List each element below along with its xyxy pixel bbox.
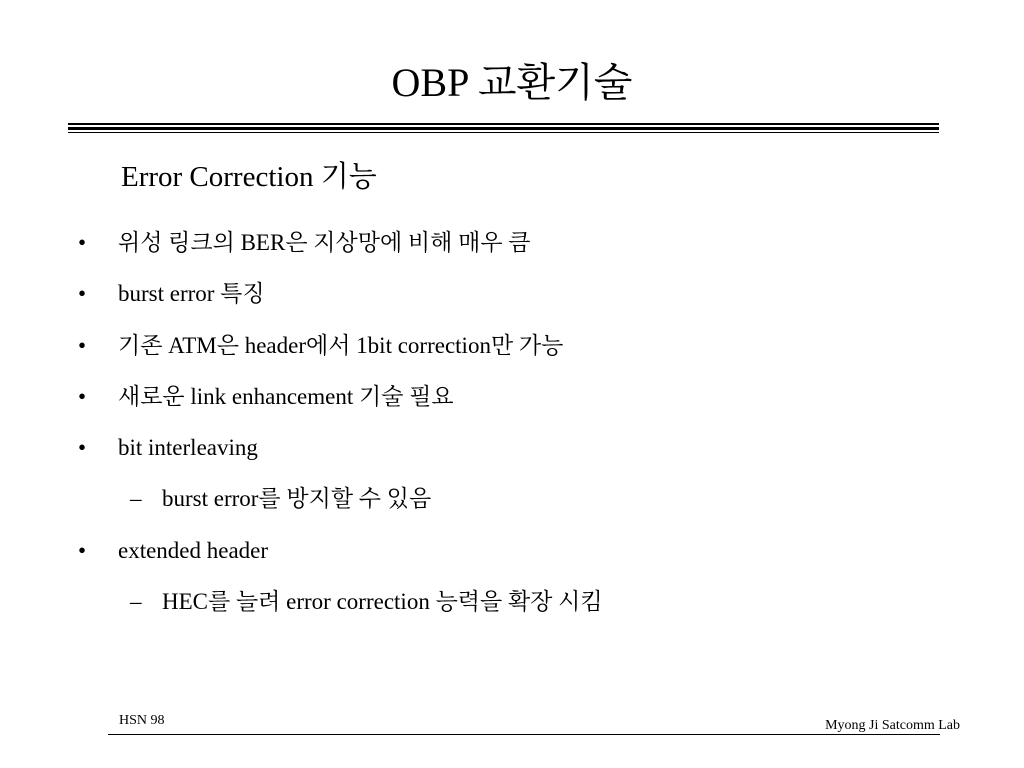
dash-marker: – [130, 486, 142, 511]
slide-title: OBP 교환기술 [391, 60, 633, 105]
bullet-marker: • [78, 435, 87, 460]
bullet-marker: • [78, 333, 87, 358]
bullet-text: extended header [118, 538, 269, 563]
footer-right-label: Myong Ji Satcomm Lab [825, 718, 960, 733]
footer-left-label: HSN 98 [119, 713, 165, 728]
title-divider-line [68, 123, 939, 125]
bullet-text: 위성 링크의 BER은 지상망에 비해 매우 큼 [118, 230, 531, 255]
bullet-marker: • [78, 538, 87, 563]
dash-marker: – [130, 589, 142, 614]
bullet-marker: • [78, 281, 87, 306]
bullet-text: 새로운 link enhancement 기술 필요 [118, 384, 454, 409]
bullet-text: burst error 특징 [118, 281, 265, 306]
sub-bullet-text: burst error를 방지할 수 있음 [162, 486, 432, 511]
bullet-marker: • [78, 384, 87, 409]
sub-bullet-text: HEC를 늘려 error correction 능력을 확장 시킴 [162, 589, 603, 614]
title-divider-line [68, 132, 939, 133]
slide-subtitle: Error Correction 기능 [121, 161, 377, 193]
bullet-text: 기존 ATM은 header에서 1bit correction만 가능 [118, 333, 564, 358]
bullet-marker: • [78, 230, 87, 255]
bullet-text: bit interleaving [118, 435, 258, 460]
title-divider-line [68, 127, 939, 130]
footer-divider-line [108, 734, 940, 735]
